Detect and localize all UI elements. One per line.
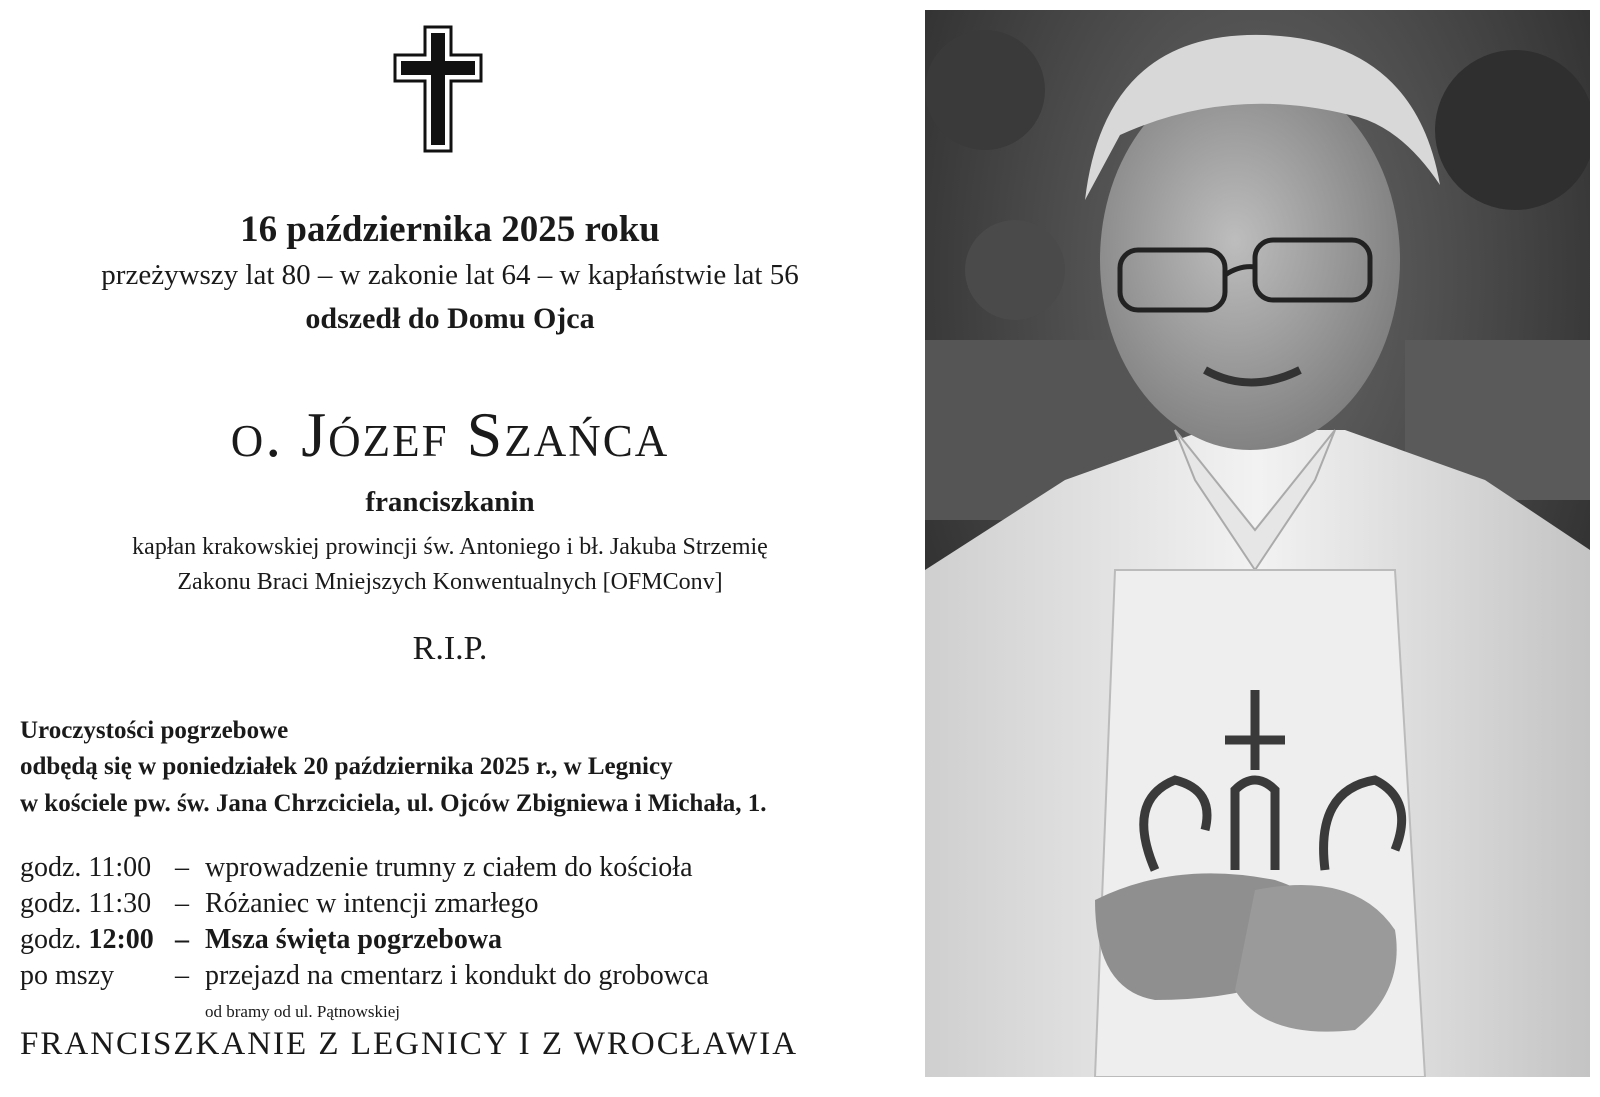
schedule-note: od bramy od ul. Pątnowskiej xyxy=(205,1002,401,1021)
latin-cross-icon xyxy=(393,25,483,153)
schedule-dash: – xyxy=(175,960,189,991)
signature: FRANCISZKANIE Z LEGNICY I Z WROCŁAWIA xyxy=(20,1026,799,1062)
province-line-1: kapłan krakowskiej prowincji św. Antoniego i bł. Jakuba Strzemię xyxy=(132,534,768,560)
funeral-when: odbędą się w poniedziałek 20 października 2025 r., w Legnicy xyxy=(20,753,673,780)
schedule-time: godz. 11:30 xyxy=(20,888,152,919)
age-line: przeżywszy lat 80 – w zakonie lat 64 – w kapłaństwie lat 56 xyxy=(101,259,799,291)
province-line-2: Zakonu Braci Mniejszych Konwentualnych [OFMConv] xyxy=(177,569,723,595)
schedule-dash: – xyxy=(175,852,189,883)
portrait-illustration xyxy=(925,10,1590,1077)
rip-text: R.I.P. xyxy=(412,630,488,667)
schedule-dash: – xyxy=(175,888,189,919)
schedule-time: godz. 11:00 xyxy=(20,852,152,883)
deceased-name: o. Józef Szańca xyxy=(230,399,670,470)
schedule-time: po mszy xyxy=(20,960,115,991)
schedule-time-bold: 12:00 xyxy=(88,924,154,955)
schedule-dash: – xyxy=(175,924,189,955)
schedule-activity: Msza święta pogrzebowa xyxy=(205,924,503,955)
death-date: 16 października 2025 roku xyxy=(240,209,660,250)
schedule-time xyxy=(20,924,154,956)
funeral-heading: Uroczystości pogrzebowe xyxy=(20,717,289,744)
schedule-activity: przejazd na cmentarz i kondukt do grobowca xyxy=(205,960,709,991)
schedule-time-prefix: godz. xyxy=(20,924,89,955)
schedule-activity: wprowadzenie trumny z ciałem do kościoła xyxy=(205,852,693,883)
order-name: franciszkanin xyxy=(365,486,535,518)
schedule-activity: Różaniec w intencji zmarłego xyxy=(205,888,539,919)
departed-line: odszedł do Domu Ojca xyxy=(305,302,595,335)
portrait-photo xyxy=(925,10,1590,1077)
funeral-where: w kościele pw. św. Jana Chrzciciela, ul. Ojców Zbigniewa i Michała, 1. xyxy=(20,790,767,817)
